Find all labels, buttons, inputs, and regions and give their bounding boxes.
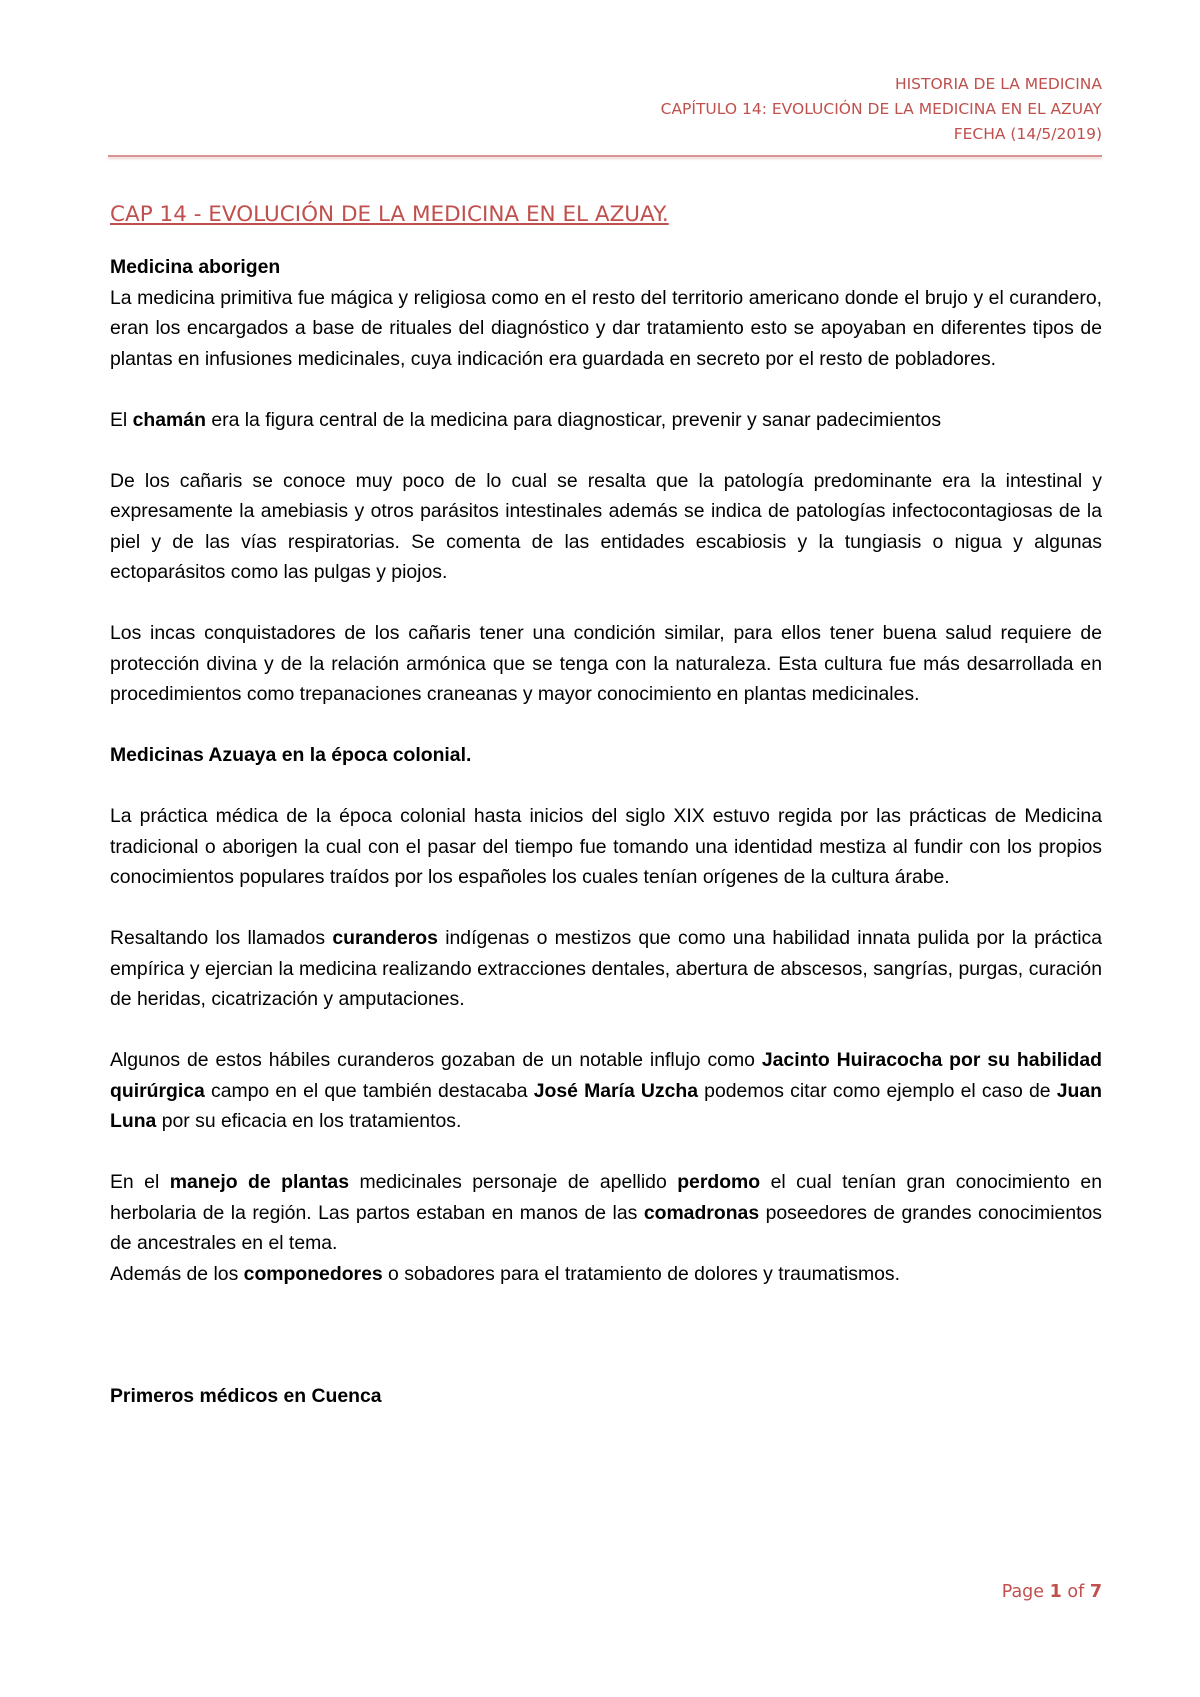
paragraph-text: Los incas conquistadores de los cañaris tener una condición similar, para ellos tener buena salud requiere de protección divina y de la relación armónica que se tenga con la naturaleza. Esta cultura fue más desarrollada en procedimientos como trepanaciones craneanas y mayor conocimiento en plantas medicinales. — [110, 622, 1102, 705]
header-date: FECHA (14/5/2019) — [953, 125, 1102, 143]
document-title: CAP 14 - EVOLUCIÓN DE LA MEDICINA EN EL AZUAY. — [110, 202, 669, 227]
page-header — [661, 72, 1102, 147]
bold-term: chamán — [132, 408, 206, 431]
paragraph-text: La medicina primitiva fue mágica y religiosa como en el resto del territorio americano donde el brujo y el curandero, eran los encargados a base de rituales del diagnóstico y dar tratamiento esto se apoyaban en diferentes tipos de plantas en infusiones medicinales, cuya indicación era guardada en secreto por el resto de pobladores. — [110, 286, 1102, 370]
bold-term: Jacinto Huiracocha por su habilidad quirúrgica — [110, 1049, 1103, 1102]
bold-term: componedores — [243, 1262, 383, 1285]
paragraph — [110, 1259, 1102, 1290]
paragraph-text: podemos citar como ejemplo el caso de — [698, 1079, 1057, 1102]
paragraph — [110, 801, 1102, 893]
footer-page-label: Page — [1001, 1582, 1050, 1602]
paragraph-text: En el — [110, 1171, 170, 1193]
paragraph — [110, 618, 1102, 710]
paragraph-text: El — [110, 408, 133, 431]
bold-term: Juan Luna — [110, 1079, 1102, 1132]
paragraph — [110, 283, 1102, 375]
paragraph-text: Resaltando los llamados — [110, 927, 333, 949]
bold-term: manejo de plantas — [169, 1171, 349, 1193]
document-body — [110, 200, 1102, 1411]
paragraph-text: era la figura central de la medicina para diagnosticar, prevenir y sanar padecimientos — [205, 408, 942, 431]
paragraph — [110, 466, 1102, 588]
paragraph-text: poseedores de grandes conocimientos de ancestrales en el tema. — [110, 1201, 1102, 1254]
paragraph-text: el cual tenían gran conocimiento en herbolaria de la región. Las partos estaban en manos de las — [110, 1171, 1103, 1224]
header-divider — [108, 155, 1102, 157]
heading-medicina-aborigen: Medicina aborigen — [110, 256, 281, 278]
paragraph-text: Además de los — [110, 1262, 244, 1285]
footer-of-label: of — [1061, 1582, 1090, 1602]
paragraph-text: De los cañaris se conoce muy poco de lo cual se resalta que la patología predominante era la intestinal y expresamente la amebiasis y otros parásitos intestinales además se indica de patologías infectocontagiosas de la piel y de las vías respiratorias. Se comenta de las entidades escabiosis y la tungiasis o nigua y algunas ectoparásitos como las pulgas y piojos. — [110, 469, 1102, 583]
paragraph-text: o sobadores para el tratamiento de dolores y traumatismos. — [382, 1262, 901, 1285]
bold-term: curanderos — [332, 927, 438, 949]
paragraph — [110, 405, 1102, 436]
paragraph-text: Algunos de estos hábiles curanderos gozaban de un notable influjo como — [110, 1049, 762, 1071]
heading-medicina-colonial: Medicinas Azuaya en la época colonial. — [110, 744, 472, 766]
bold-term: perdomo — [677, 1171, 761, 1193]
blank-space — [110, 1289, 1102, 1350]
paragraph-text: La práctica médica de la época colonial hasta inicios del siglo XIX estuvo regida por las prácticas de Medicina tradicional o aborigen la cual con el pasar del tiempo fue tomando una identidad mestiza al fundir con los propios conocimientos populares traídos por los españoles los cuales tenían orígenes de la cultura árabe. — [110, 805, 1102, 888]
header-chapter-title: CAPÍTULO 14: EVOLUCIÓN DE LA MEDICINA EN EL AZUAY — [660, 100, 1102, 118]
paragraph — [110, 923, 1102, 1015]
header-course-title: HISTORIA DE LA MEDICINA — [894, 75, 1102, 93]
bold-term: comadronas — [643, 1201, 760, 1224]
page-number-footer — [1002, 1582, 1102, 1602]
paragraph — [110, 1167, 1102, 1259]
paragraph-text: por su eficacia en los tratamientos. — [156, 1110, 462, 1132]
blank-space — [110, 1350, 1102, 1381]
paragraph-text: campo en el que también destacaba — [204, 1079, 534, 1102]
footer-total-pages: 7 — [1089, 1582, 1102, 1602]
paragraph — [110, 1045, 1102, 1137]
paragraph-text: indígenas o mestizos que como una habilidad innata pulida por la práctica empírica y ejercian la medicina realizando extracciones dentales, abertura de abscesos, sangrías, purgas, curación de heridas, cicatrización y amputaciones. — [110, 927, 1102, 1010]
bold-term: José María Uzcha — [533, 1079, 699, 1102]
heading-primeros-medicos: Primeros médicos en Cuenca — [110, 1384, 382, 1407]
paragraph-text: medicinales personaje de apellido — [349, 1171, 678, 1193]
footer-current-page: 1 — [1049, 1582, 1062, 1602]
